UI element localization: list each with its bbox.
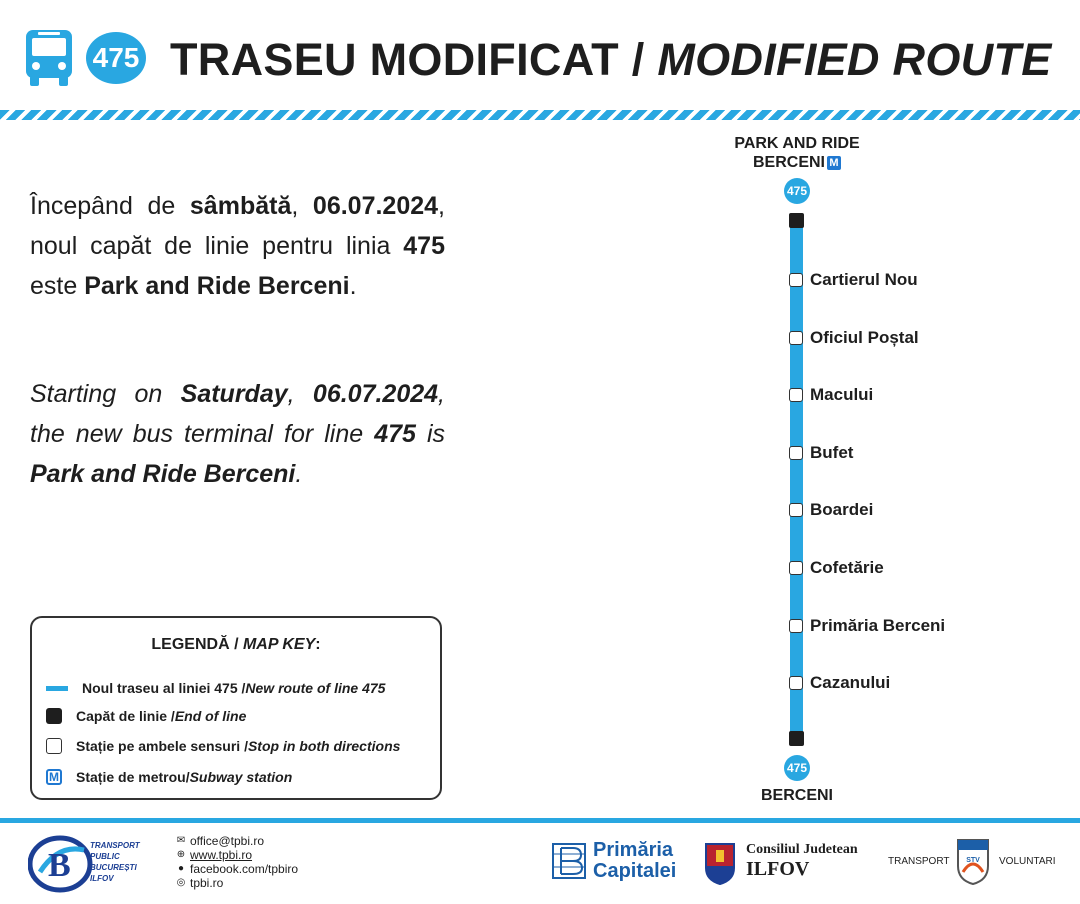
website-link[interactable]: ⊕ www.tpbi.ro (176, 848, 253, 862)
instagram-icon: ◎ (176, 877, 186, 888)
title-ro: TRASEU MODIFICAT / (170, 34, 658, 85)
stop-label: Primăria Berceni (810, 615, 946, 635)
stop-icon (789, 388, 803, 402)
primaria-capitalei-logo (551, 842, 587, 880)
facebook-icon: ● (177, 863, 185, 874)
footer-divider (0, 818, 1080, 823)
stop-label: Macului (810, 385, 874, 405)
bus-icon (24, 28, 74, 88)
route-line-swatch (46, 686, 68, 691)
stop-icon (789, 331, 803, 345)
stop-icon (46, 738, 62, 754)
notice-romanian: Începând de sâmbătă, 06.07.2024, noul capăt de linie pentru linia 475 este Park and Ride Berceni. (30, 192, 445, 300)
page-title (170, 34, 1052, 86)
stop-item (789, 385, 873, 405)
route-line (790, 220, 803, 740)
title-en: MODIFIED ROUTE (657, 34, 1052, 85)
stop-icon (789, 273, 803, 287)
legend-item-metro: M Stație de metrou/ Subway station (46, 769, 292, 785)
end-of-line-top-icon (789, 213, 804, 228)
stop-item (789, 443, 853, 463)
end-of-line-icon (46, 708, 62, 724)
stv-label-right: VOLUNTARI (999, 856, 1056, 867)
legend-item-route: Noul traseu al liniei 475 / New route of line 475 (46, 680, 385, 696)
stop-item (789, 500, 873, 520)
legend-item-end-of-line: Capăt de linie / End of line (46, 708, 246, 724)
globe-icon: ⊕ (176, 849, 186, 860)
ilfov-crest-icon (702, 840, 738, 886)
stop-label: Boardei (810, 500, 874, 520)
metro-icon: M (827, 156, 841, 170)
stop-label: Cazanului (810, 673, 891, 693)
stop-item (789, 328, 919, 348)
notice-english: Starting on Saturday, 06.07.2024, the new bus terminal for line 475 is Park and Ride Berceni. (30, 380, 446, 488)
legend-title: LEGENDĂ / MAP KEY: (151, 636, 321, 653)
stop-icon (789, 619, 803, 633)
line-badge-bottom: 475 (784, 755, 810, 781)
terminal-bottom-label: BERCENI (760, 787, 833, 804)
stop-label: Cofetărie (810, 558, 884, 577)
line-number-badge: 475 (86, 32, 146, 84)
svg-text:B: B (48, 847, 71, 884)
email-link[interactable]: ✉ office@tpbi.ro (176, 834, 264, 848)
stv-label-left: TRANSPORT (888, 856, 950, 867)
instagram-link[interactable]: ◎ tpbi.ro (176, 876, 224, 890)
map-key-legend (30, 616, 442, 800)
facebook-link[interactable]: ● facebook.com/tpbiro (177, 862, 299, 876)
stop-label: Oficiul Poștal (810, 327, 919, 347)
end-of-line-bottom-icon (789, 731, 804, 746)
stop-label: Cartierul Nou (810, 270, 918, 289)
stop-item (789, 270, 918, 290)
stv-crest-icon (955, 836, 991, 886)
stop-item (789, 558, 884, 578)
stop-icon (789, 561, 803, 575)
primaria-capitalei-name: Primăria Capitalei (593, 839, 677, 882)
terminal-top-label: PARK AND RIDE BERCENI M (734, 135, 860, 171)
stop-icon (789, 503, 803, 517)
stop-item (789, 673, 890, 693)
stv-badge-text: STV (966, 857, 980, 864)
stop-icon (789, 446, 803, 460)
consiliul-judetean-ilfov-name: Consiliul Judetean ILFOV (746, 842, 858, 880)
mail-icon: ✉ (176, 835, 186, 846)
metro-icon: M (46, 769, 62, 785)
stop-item (789, 616, 945, 636)
tpbi-name: TRANSPORT PUBLIC BUCUREȘTI ILFOV (90, 841, 140, 883)
legend-item-stop: Stație pe ambele sensuri / Stop in both directions (46, 738, 400, 754)
stop-label: Bufet (810, 442, 854, 462)
contact-info (176, 834, 298, 890)
line-badge-top: 475 (784, 178, 810, 204)
stop-icon (789, 676, 803, 690)
header-divider-stripe (0, 110, 1080, 120)
